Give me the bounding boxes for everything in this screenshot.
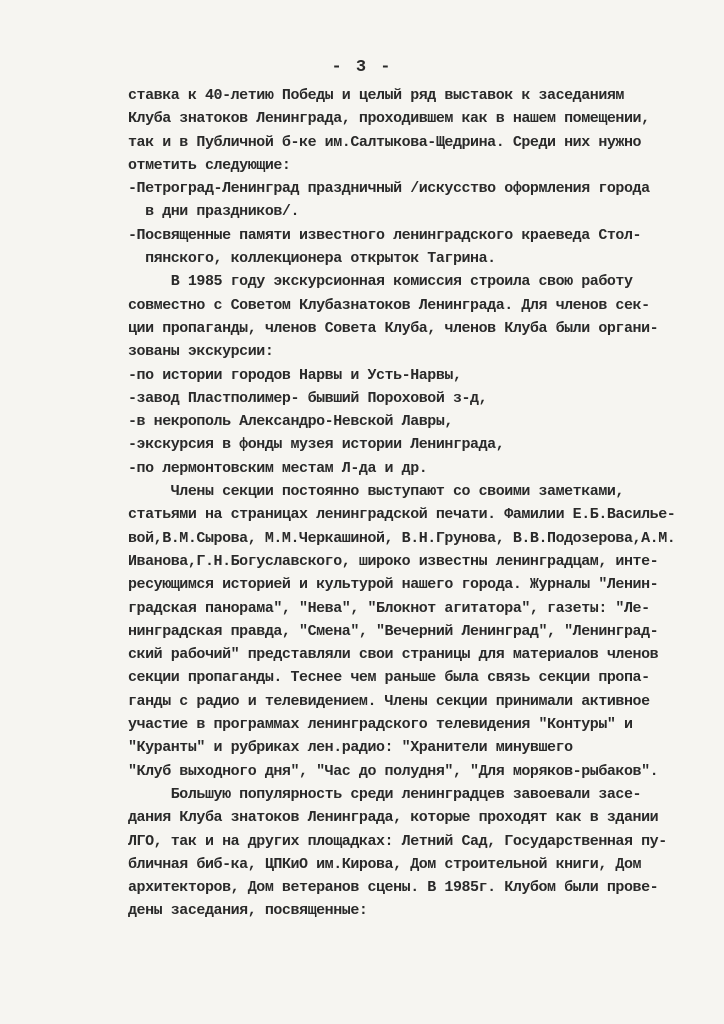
text-line: секции пропаганды. Теснее чем раньше была связь секции пропа-	[128, 669, 650, 687]
text-line: -по лермонтовским местам Л-да и др.	[128, 459, 428, 477]
text-line: в дни праздников/.	[128, 203, 300, 221]
text-line: -по истории городов Нарвы и Усть-Нарвы,	[128, 366, 462, 384]
text-line: ресующимся историей и культурой нашего города. Журналы "Ленин-	[128, 576, 659, 594]
text-line: ганды с радио и телевидением. Члены секции принимали активное	[128, 692, 650, 710]
text-line: нинградская правда, "Смена", "Вечерний Ленинград", "Ленинград-	[128, 622, 659, 640]
text-line: так и в Публичной б-ке им.Салтыкова-Щедрина. Среди них нужно	[128, 133, 642, 151]
text-line: совместно с Советом Клубазнатоков Ленинграда. Для членов сек-	[128, 296, 650, 314]
text-line: дены заседания, посвященные:	[128, 902, 368, 920]
text-line: Большую популярность среди ленинградцев завоевали засе-	[128, 785, 642, 803]
text-line: ЛГО, так и на других площадках: Летний Сад, Государственная пу-	[128, 832, 667, 850]
text-line: -в некрополь Александро-Невской Лавры,	[128, 413, 453, 431]
text-line: участие в программах ленинградского телевидения "Контуры" и	[128, 716, 633, 734]
text-line: -Петроград-Ленинград праздничный /искусство оформления города	[128, 180, 650, 198]
text-line: пянского, коллекционера открыток Тагрина.	[128, 250, 496, 268]
text-line: "Куранты" и рубриках лен.радио: "Хранители минувшего	[128, 739, 573, 757]
text-line: ский рабочий" представляли свои страницы для материалов членов	[128, 646, 659, 664]
document-body	[128, 84, 708, 923]
page-number: - 3 -	[331, 58, 393, 77]
text-line: -экскурсия в фонды музея истории Ленинграда,	[128, 436, 505, 454]
text-line: ставка к 40-летию Победы и целый ряд выставок к заседаниям	[128, 87, 624, 104]
text-line: -Посвященные памяти известного ленинградского краеведа Стол-	[128, 226, 642, 244]
text-line: Члены секции постоянно выступают со своими заметками,	[128, 483, 624, 501]
text-line: дания Клуба знатоков Ленинграда, которые проходят как в здании	[128, 809, 659, 827]
text-line: бличная биб-ка, ЦПКиО им.Кирова, Дом строительной книги, Дом	[128, 855, 642, 873]
text-line: градская панорама", "Нева", "Блокнот агитатора", газеты: "Ле-	[128, 599, 650, 617]
text-line: Клуба знатоков Ленинграда, проходившем как в нашем помещении,	[128, 110, 650, 128]
text-line: ции пропаганды, членов Совета Клуба, членов Клуба были органи-	[128, 319, 659, 337]
text-line: -завод Пластполимер- бывший Пороховой з-д,	[128, 389, 488, 407]
text-line: отметить следующие:	[128, 156, 291, 174]
text-line: архитекторов, Дом ветеранов сцены. В 1985г. Клубом были прове-	[128, 879, 659, 897]
text-line: вой,В.М.Сырова, М.М.Черкашиной, В.Н.Грунова, В.В.Подозерова,А.М.	[128, 529, 676, 547]
text-line: "Клуб выходного дня", "Час до полудня", "Для моряков-рыбаков".	[128, 762, 659, 780]
text-line: статьями на страницах ленинградской печати. Фамилии Е.Б.Василье-	[128, 506, 676, 524]
text-line: Иванова,Г.Н.Богуславского, широко известны ленинградцам, инте-	[128, 552, 659, 570]
text-line: В 1985 году экскурсионная комиссия строила свою работу	[128, 273, 633, 291]
text-line: зованы экскурсии:	[128, 343, 274, 361]
